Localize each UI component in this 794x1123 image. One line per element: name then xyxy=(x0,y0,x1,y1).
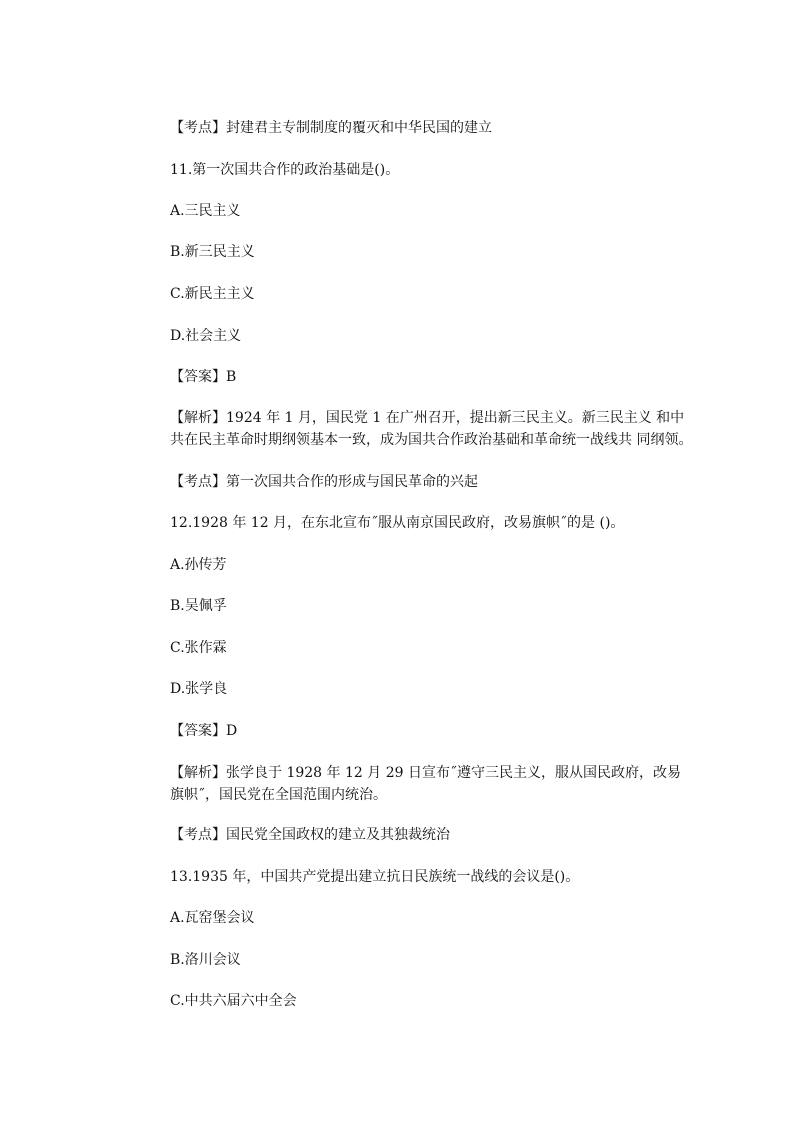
topic-line: 【考点】国民党全国政权的建立及其独裁统治 xyxy=(170,827,450,843)
analysis-line-cont: 旗帜˝，国民党在全国范围内统治。 xyxy=(170,787,387,803)
answer-line: 【答案】D xyxy=(170,723,238,739)
option-d: D.张学良 xyxy=(170,681,228,697)
option-b: B.吴佩孚 xyxy=(170,598,227,614)
option-a: A.三民主义 xyxy=(170,203,241,219)
option-a: A.瓦窑堡会议 xyxy=(170,910,255,926)
question-12: 12.1928 年 12 月，在东北宣布˝服从南京国民政府，改易旗帜˝的是 ()。 xyxy=(170,515,625,531)
topic-line: 【考点】封建君主专制制度的覆灭和中华民国的建立 xyxy=(170,120,492,136)
option-a: A.孙传芳 xyxy=(170,557,227,573)
option-b: B.洛川会议 xyxy=(170,952,241,968)
analysis-line-cont: 共在民主革命时期纲领基本一致，成为国共合作政治基础和革命统一战线共 同纲领。 xyxy=(170,432,693,448)
analysis-line: 【解析】1924 年 1 月，国民党 1 在广州召开，提出新三民主义。新三民主义 和中 xyxy=(170,410,685,426)
option-d: D.社会主义 xyxy=(170,328,242,344)
option-c: C.中共六届六中全会 xyxy=(170,993,297,1009)
analysis-line: 【解析】张学良于 1928 年 12 月 29 日宣布˝遵守三民主义，服从国民政府，改易 xyxy=(170,765,681,781)
answer-line: 【答案】B xyxy=(170,369,237,385)
question-13: 13.1935 年，中国共产党提出建立抗日民族统一战线的会议是()。 xyxy=(170,869,580,885)
option-b: B.新三民主义 xyxy=(170,244,255,260)
question-11: 11.第一次国共合作的政治基础是()。 xyxy=(170,162,400,178)
option-c: C.新民主主义 xyxy=(170,286,255,302)
topic-line: 【考点】第一次国共合作的形成与国民革命的兴起 xyxy=(170,474,478,490)
option-c: C.张作霖 xyxy=(170,640,227,656)
